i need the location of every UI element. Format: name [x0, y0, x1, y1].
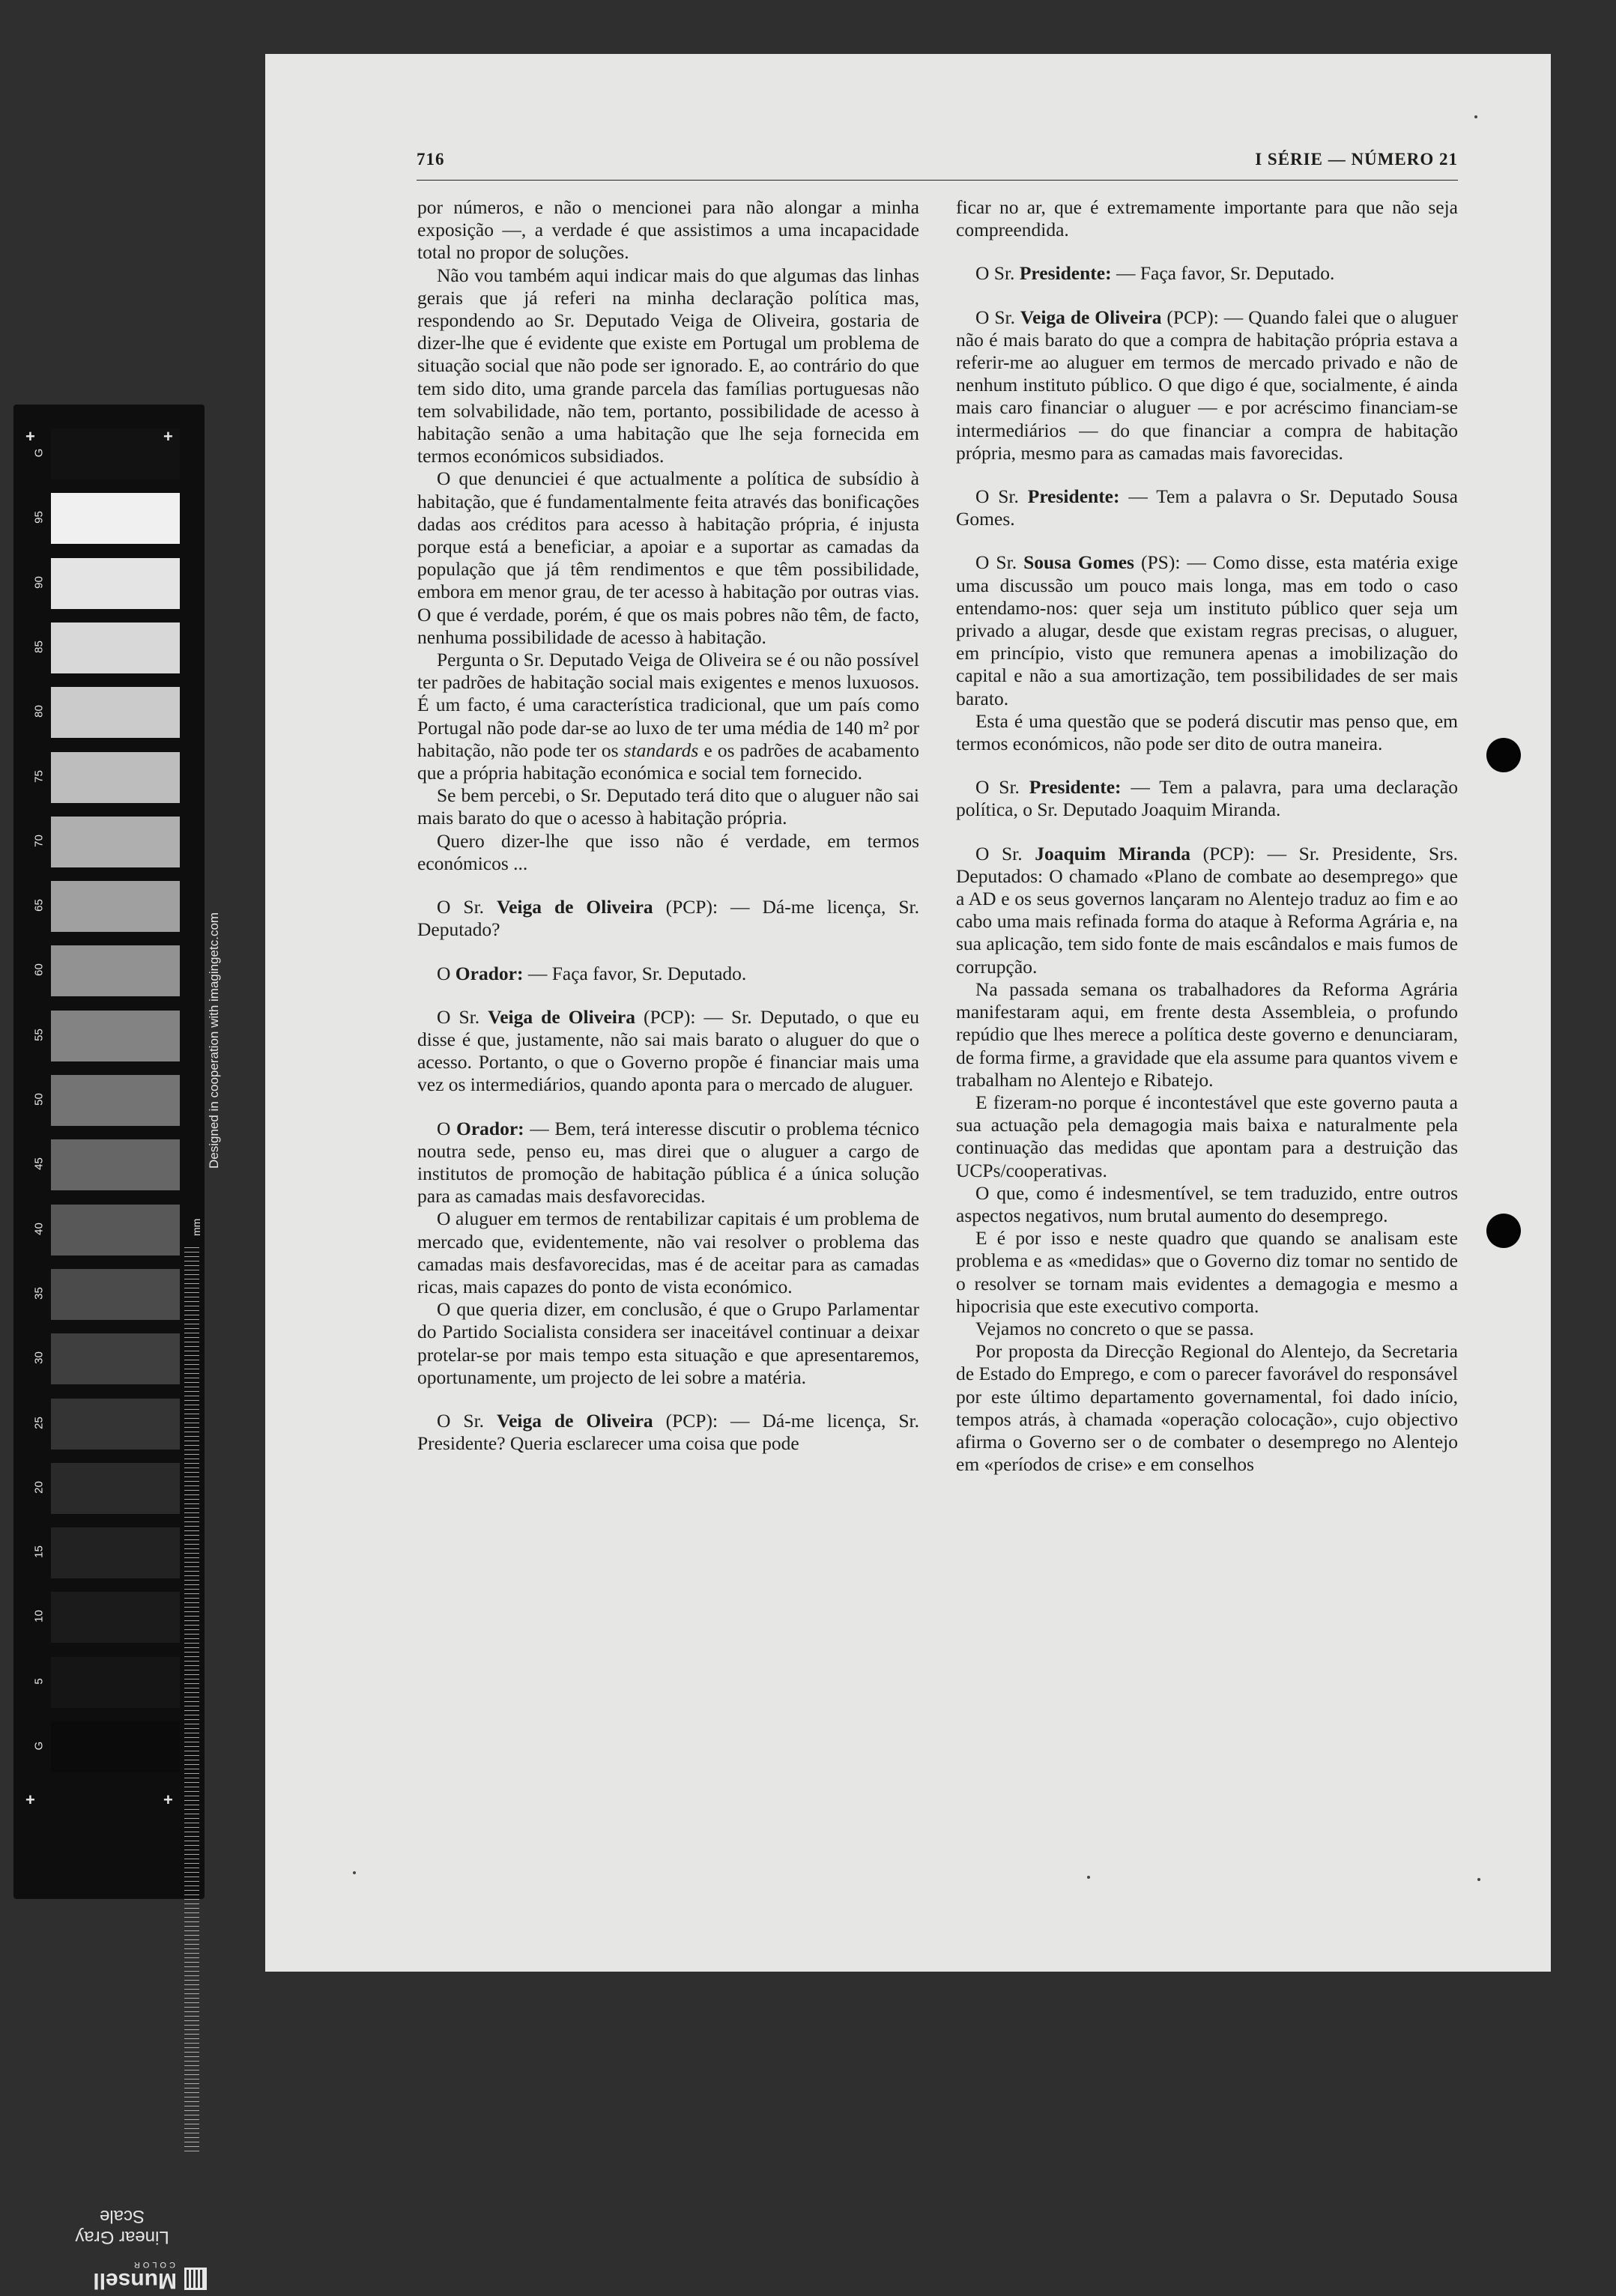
gray-patch-label: 85: [32, 640, 46, 653]
credit-text: Designed in cooperation with imagingetc.com: [207, 912, 221, 1169]
speaker-name: Presidente:: [1027, 485, 1120, 508]
gray-patch: [51, 1011, 180, 1061]
gray-patch: [51, 752, 180, 803]
speech-text: — Bem, terá interesse discutir o problema técnico noutra sede, penso eu, mas direi que o aluguer a cargo de institutos de promoção de habitação pública é a única solução para as camadas mais desfavorecidas.: [417, 1117, 920, 1208]
body-paragraph: Quero dizer-lhe que isso não é verdade, em termos económicos ...: [417, 829, 919, 874]
speech-prefix: O Sr.: [975, 306, 1020, 328]
gray-patch-label: 80: [32, 705, 46, 718]
punch-hole-lower: [1486, 1214, 1521, 1248]
gray-patch: [51, 1269, 180, 1320]
gray-patch-label: 45: [32, 1157, 46, 1171]
speaker-name: Veiga de Oliveira: [488, 1005, 635, 1028]
body-paragraph: O que denunciei é que actualmente a política de subsídio à habitação, que é fundamentalmente feita através das bonificações dadas aos créditos para acesso à habitação própria, é injusta porque está a beneficiar, a apoiar e a suportar as camadas da população que já têm rendimentos e que têm possibilidade, embora em menor grau, de ter acesso à habitação por outras vias. O que é verdade, porém, é que os mais pobres não têm, de facto, nenhuma possibilidade de acesso à habitação.: [417, 467, 919, 648]
speech-paragraph: [417, 963, 919, 985]
body-paragraph: O aluguer em termos de rentabilizar capitais é um problema de mercado que, evidentemente, não vai resolver o problema das camadas mais desfavorecidas, mas é de aceitar para as camadas ricas, mais capazes do ponto de vista económico.: [417, 1208, 919, 1297]
body-paragraph: Esta é uma questão que se poderá discutir mas penso que, em termos económicos, não pode ser dito de outra maneira.: [956, 709, 1458, 755]
speech-prefix: O Sr.: [975, 842, 1035, 864]
speaker-name: Presidente:: [1019, 262, 1112, 285]
body-paragraph: [417, 649, 919, 784]
speaker-name: Joaquim Miranda: [1035, 842, 1191, 864]
speech-prefix: O Sr.: [975, 485, 1028, 508]
page-number: 716: [417, 150, 445, 169]
gray-patch-label: 25: [32, 1416, 46, 1429]
gray-patch-label: 40: [32, 1222, 46, 1235]
speech-paragraph: [956, 306, 1458, 464]
speech-text: — Tem a palavra o Sr. Deputado Sousa Gomes.: [956, 485, 1459, 530]
speech-paragraph: [956, 262, 1458, 285]
speech-paragraph: [417, 1006, 919, 1097]
gray-patch: [51, 881, 180, 932]
gray-patch-label: 60: [32, 963, 46, 977]
speech-prefix: O Sr.: [975, 776, 1029, 799]
gray-patch-label: 5: [32, 1678, 46, 1685]
body-paragraph: Não vou também aqui indicar mais do que algumas das linhas gerais que já referi na minha declaração política mas, respondendo ao Sr. Deputado Veiga de Oliveira, gostaria de dizer-lhe que é evidente que existe em Portugal um problema de situação social que não pode ser ignorado. E, ao contrário do que tem sido dito, uma grande parcela das famílias portuguesas não tem solvabilidade, não tem, portanto, possibilidade de acesso à habitação senão a uma habitação que lhe seja fornecida em termos económicos subsidiados.: [417, 264, 919, 467]
speech-text: (PS): — Como disse, esta matéria exige uma discussão um pouco mais longa, mas em todo o caso entendamo-nos: quer seja um instituto público quer seja um privado a alugar, desde que existam regras precisas, o aluguer, em princípio, visto que remunera apenas a imobilização do capital e não a sua amortização, tem possibilidades de ser mais barato.: [956, 551, 1459, 709]
gray-patch-label: 55: [32, 1028, 46, 1041]
punch-hole-upper: [1486, 738, 1521, 772]
gray-patch: [51, 1139, 180, 1190]
speech-paragraph: [956, 485, 1458, 530]
paragraph-text: Pergunta o Sr. Deputado Veiga de Oliveira se é ou não possível ter padrões de habitação social mais exigentes e menos luxuosos. É um facto, é uma característica tradicional, que um país como Portugal não pode dar-se ao luxo de ter uma média de 140 m² por habitação, não pode ter os: [417, 649, 919, 761]
gray-patch-label: 35: [32, 1287, 46, 1300]
munsell-grid-icon: [184, 2268, 207, 2290]
gray-patch-label: 65: [32, 899, 46, 912]
speck: [1477, 1878, 1480, 1881]
gray-patch-label: 70: [32, 834, 46, 847]
speech-paragraph: [956, 551, 1458, 709]
plus-mark-bottom-left: +: [25, 1790, 35, 1809]
page-header: [417, 150, 1458, 181]
speech-text: — Tem a palavra, para uma declaração política, o Sr. Deputado Joaquim Miranda.: [956, 776, 1459, 821]
gray-patch: [51, 687, 180, 738]
body-paragraph: O que, como é indesmentível, se tem traduzido, entre outros aspectos negativos, num brutal aumento do desemprego.: [956, 1181, 1458, 1226]
gray-patch-label: 15: [32, 1545, 46, 1558]
gray-patch: [51, 945, 180, 996]
continued-paragraph: ficar no ar, que é extremamente importante para que não seja compreendida.: [956, 196, 1458, 241]
gray-patch: [51, 1333, 180, 1384]
gray-patch: [51, 493, 180, 544]
speaker-name: Veiga de Oliveira: [497, 896, 653, 918]
mm-ruler: [184, 1247, 199, 2154]
speech-text: (PCP): — Sr. Deputado, o que eu disse é que, justamente, não sai mais barato o aluguer do que o acesso. Portanto, o que o Governo propõe é financiar mais uma vez os intermediários, quando aponta para o mercado de aluguer.: [417, 1005, 920, 1096]
munsell-logo: [79, 2259, 207, 2296]
speech-paragraph: [417, 1118, 919, 1208]
speech-text: — Faça favor, Sr. Deputado.: [1111, 262, 1335, 285]
speech-text: (PCP): — Dá-me licença, Sr. Presidente? Queria esclarecer uma coisa que pode: [417, 1409, 920, 1455]
right-column: [956, 196, 1458, 1476]
paragraph-text: e os padrões de acabamento que a própria habitação económica e social tem fornecido.: [417, 739, 919, 784]
gray-patch: [51, 1399, 180, 1450]
gray-patch: [51, 623, 180, 673]
speaker-name: Orador:: [455, 962, 524, 984]
speech-prefix: O Sr.: [437, 1409, 497, 1432]
gray-patch: [51, 1657, 180, 1708]
left-column: [417, 196, 919, 1455]
speaker-name: Veiga de Oliveira: [1020, 306, 1162, 328]
speech-text: (PCP): — Quando falei que o aluguer não é mais barato do que a compra de habitação própria estava a referir-me ao aluguer em termos de mercado privado e não de nenhum instituto público. O que digo é que, socialmente, é ainda mais caro financiar o aluguer — e por acréscimo financiam-se intermediários — do que financiar a compra de habitação própria, mesmo para as camadas mais favorecidas.: [956, 306, 1458, 464]
emphasized-term: standards: [623, 739, 699, 761]
speaker-name: Orador:: [456, 1117, 524, 1139]
continued-paragraph: por números, e não o mencionei para não alongar a minha exposição —, a verdade é que assistimos a uma incapacidade total no propor de soluções.: [417, 196, 919, 264]
gray-patch: [51, 1527, 180, 1578]
ruler-unit-label: mm: [190, 1218, 202, 1236]
speech-paragraph: [417, 896, 919, 941]
speck: [1087, 1876, 1090, 1879]
plus-mark-bottom-right: +: [163, 1790, 173, 1809]
plus-mark-top-left: +: [25, 427, 35, 446]
gray-patch: [51, 558, 180, 609]
speech-prefix: O: [437, 1117, 457, 1139]
scale-name: Linear Gray Scale: [75, 2206, 169, 2247]
speech-paragraph: [417, 1410, 919, 1455]
speech-paragraph: [956, 776, 1458, 821]
gray-patch: [51, 817, 180, 867]
gray-scale-card: [13, 405, 221, 2293]
gray-patch: [51, 1463, 180, 1514]
gray-patch-label: G: [32, 448, 46, 458]
speech-prefix: O Sr.: [975, 262, 1020, 285]
body-paragraph: Vejamos no concreto o que se passa.: [975, 1317, 1254, 1339]
speech-prefix: O Sr.: [975, 551, 1024, 574]
speaker-name: Sousa Gomes: [1023, 551, 1134, 574]
series-title: I SÉRIE — NÚMERO 21: [1255, 150, 1458, 169]
gray-patch-label: G: [32, 1741, 46, 1751]
gray-patch: [51, 1205, 180, 1255]
speech-text: — Faça favor, Sr. Deputado.: [523, 962, 747, 984]
gray-patch-label: 50: [32, 1093, 46, 1106]
body-paragraph: E fizeram-no porque é incontestável que este governo pauta a sua actuação pela demagogia mais baixa e naturalmente pela continuação das medidas que apontam para a destruição das UCPs/cooperativas.: [956, 1091, 1458, 1181]
body-paragraph: E é por isso e neste quadro que quando se analisam este problema e as «medidas» que o Governo diz tomar no sentido de o resolver se tornam mais evidentes a demagogia e mesmo a hipocrisia que este executivo comporta.: [956, 1227, 1458, 1317]
speech-text: (PCP): — Sr. Presidente, Srs. Deputados: O chamado «Plano de combate ao desemprego» que a AD e os seus governos lançaram no Alentejo traduz ao fim e ao cabo uma mais refinada forma do ataque à Reforma Agrária e, na sua aplicação, tem sido fonte de mais escândalos e mais fumos de corrupção.: [956, 842, 1458, 978]
gray-patch-label: 95: [32, 511, 46, 524]
speck: [1474, 115, 1477, 118]
document-page: [265, 54, 1551, 1972]
body-paragraph: O que queria dizer, em conclusão, é que o Grupo Parlamentar do Partido Socialista considera ser inaceitável continuar a deixar protelar-se por mais tempo esta situação e que apresentaremos, oportunamente, um projecto de lei sobre a matéria.: [417, 1298, 919, 1388]
munsell-brand: Munsell: [93, 2268, 177, 2293]
speech-prefix: O: [437, 962, 456, 984]
body-paragraph: Se bem percebi, o Sr. Deputado terá dito que o aluguer não sai mais barato do que o acesso à habitação própria.: [417, 784, 919, 829]
gray-patch-label: 75: [32, 769, 46, 783]
munsell-brand-sub: COLOR: [130, 2260, 175, 2269]
gray-patch-label: 10: [32, 1610, 46, 1623]
speck: [353, 1871, 356, 1874]
speech-prefix: O Sr.: [437, 1005, 488, 1028]
speech-paragraph: [956, 843, 1458, 978]
plus-mark-top-right: +: [163, 427, 173, 446]
speaker-name: Presidente:: [1029, 776, 1122, 799]
gray-patch: [51, 1721, 180, 1772]
gray-patch-label: 20: [32, 1480, 46, 1494]
speech-text: (PCP): — Dá-me licença, Sr. Deputado?: [417, 896, 920, 941]
gray-patch-label: 90: [32, 575, 46, 589]
speaker-name: Veiga de Oliveira: [497, 1409, 653, 1432]
gray-patch: [51, 1592, 180, 1643]
gray-patch: [51, 1075, 180, 1126]
gray-patch-label: 30: [32, 1351, 46, 1365]
body-paragraph: Por proposta da Direcção Regional do Alentejo, da Secretaria de Estado do Emprego, e com o parecer favorável do responsável por este último departamento governamental, foi dado início, tempos atrás, à chamada «operação colocação», cujo objectivo afirma o Governo ser o de combater o desemprego no Alentejo em «períodos de crise» e em conselhos: [956, 1340, 1458, 1476]
body-paragraph: Na passada semana os trabalhadores da Reforma Agrária manifestaram aqui, em frente desta Assembleia, o profundo repúdio que lhes merece a política deste governo e denunciaram, de forma firme, a gravidade que ela assume para quantos vivem e trabalham no Alentejo e Ribatejo.: [956, 978, 1458, 1091]
speech-prefix: O Sr.: [437, 896, 497, 918]
gray-patch: [51, 428, 180, 479]
